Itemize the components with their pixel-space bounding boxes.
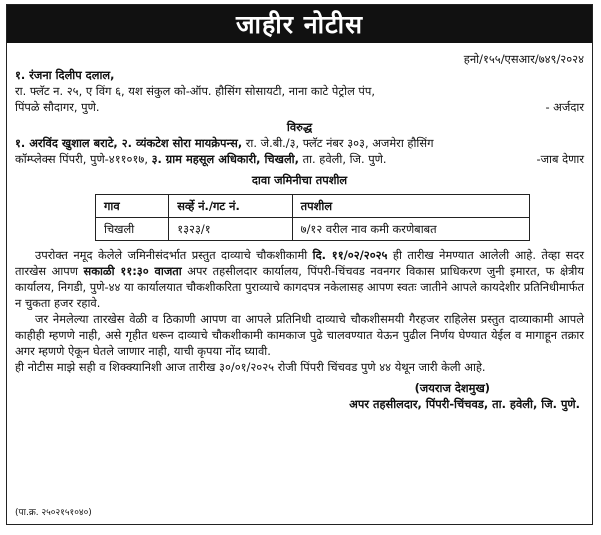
respondents-address: रा. जे.बी./३, फ्लॅट नंबर ३०३, अजमेरा हौसिंग (242, 136, 434, 150)
respondent-officer-location: ता. हवेली, जि. पुणे. (298, 152, 387, 166)
hearing-date: दि. ११/०२/२०२५ (312, 248, 388, 262)
header-details: तपशील (292, 195, 529, 218)
cell-details: ७/१२ वरील नाव कमी करणेबाबत (292, 218, 529, 241)
reference-number: हनो/१५५/एसआर/७४९/२०२४ (463, 52, 584, 66)
cell-survey-no: १३२३/१ (169, 218, 292, 241)
table-header-row (96, 195, 530, 218)
signatory-designation: अपर तहसीलदार, पिंपरी-चिंचवड, ता. हवेली, जि. पुणे. (349, 397, 580, 411)
absence-paragraph: जर नेमलेल्या तारखेस वेळी व ठिकाणी आपण वा आपले प्रतिनिधी दाव्याचे चौकशीसमयी गैरहजर राहिलेस प्रस्तुत दाव्याकामी आपले काहीही म्हणणे नाही, असे गृहीत धरून दाव्याचे चौकशीकामी कामकाज पुढे चालवण्यात येऊन पुढील निर्णय घेण्यात येईल व मागाहून तक्रार अगर म्हणणे ऐकून घेतले जाणार नाही, याची कृपया नोंद घ्यावी. (15, 312, 584, 358)
land-details-table (95, 194, 530, 241)
cell-village: चिखली (96, 218, 169, 241)
hearing-time: सकाळी ११:३० वाजता (83, 264, 182, 278)
applicant-name: १. रंजना दिलीप दलाल, (15, 68, 115, 82)
hearing-text-a: उपरोक्त नमूद केलेले जमिनीसंदर्भात प्रस्तुत दाव्याचे चौकशीकामी (35, 248, 313, 262)
applicant-address-row (15, 99, 584, 115)
respondents-line2 (15, 151, 387, 167)
header-survey-no: सर्व्हे नं./गट नं. (169, 195, 292, 218)
header-village: गाव (96, 195, 169, 218)
applicant-role: - अर्जदार (545, 100, 584, 114)
applicant-address-line1: रा. फ्लॅट न. २५, ए विंग ६, यश संकुल को-ऑप. हौसिंग सोसायटी, नाना काटे पेट्रोल पंप, (15, 84, 375, 98)
respondents-role: -जाब देणार (536, 152, 584, 166)
signatory-name-row (15, 380, 580, 396)
applicant-address-line2: पिंपळे सौदागर, पुणे. (15, 100, 100, 114)
issue-paragraph: ही नोटीस माझे सही व शिक्क्यानिशी आज तारीख ३०/०१/२०२५ रोजी पिंपरी चिंचवड पुणे ४४ येथून जारी केली आहे. (15, 360, 486, 374)
signatory-name: (जयराज देशमुख) (414, 381, 490, 395)
notice-document (6, 4, 593, 525)
versus-heading: विरुद्ध (286, 120, 313, 134)
notice-title: जाहीर नोटीस (7, 5, 592, 43)
respondent-officer: ३. ग्राम महसूल अधिकारी, चिखली, (151, 152, 299, 166)
notice-content (7, 51, 592, 412)
hearing-paragraph (15, 247, 584, 311)
respondents-line2-row (15, 151, 584, 167)
respondents-address-cont: कॉम्प्लेक्स पिंपरी, पुणे-४११०१७, (15, 152, 152, 166)
land-section-title: दावा जमिनीचा तपशील (251, 173, 348, 187)
table-row (96, 218, 530, 241)
hearing-text-c: अपर तहसीलदार कार्यालय, पिंपरी-चिंचवड नवनगर विकास प्राधिकरण जुनी इमारत, फ क्षेत्रीय कार्यालय, निगडी, पुणे-४४ या कार्यालयात चौकशीकरिता पुराव्याचे कागदपत्र नकेलासह आपण स्वतः जातीने आपले कायदेशीर प्रतिनिधीमार्फत न चुकता हजर रहावे. (15, 264, 584, 310)
respondents-names: १. अरविंद खुशाल बराटे, २. व्यंकटेश सोरा मायक्रेपन्स, (15, 136, 243, 150)
respondents-line1 (15, 135, 584, 151)
hearing-text-b: ही तारीख नेमण्यात आलेली आहे. तेव्हा सदर तारखेस आपण (15, 248, 584, 278)
footer-reference: (पा.क्र. २५०२१५१०४०) (15, 508, 92, 518)
